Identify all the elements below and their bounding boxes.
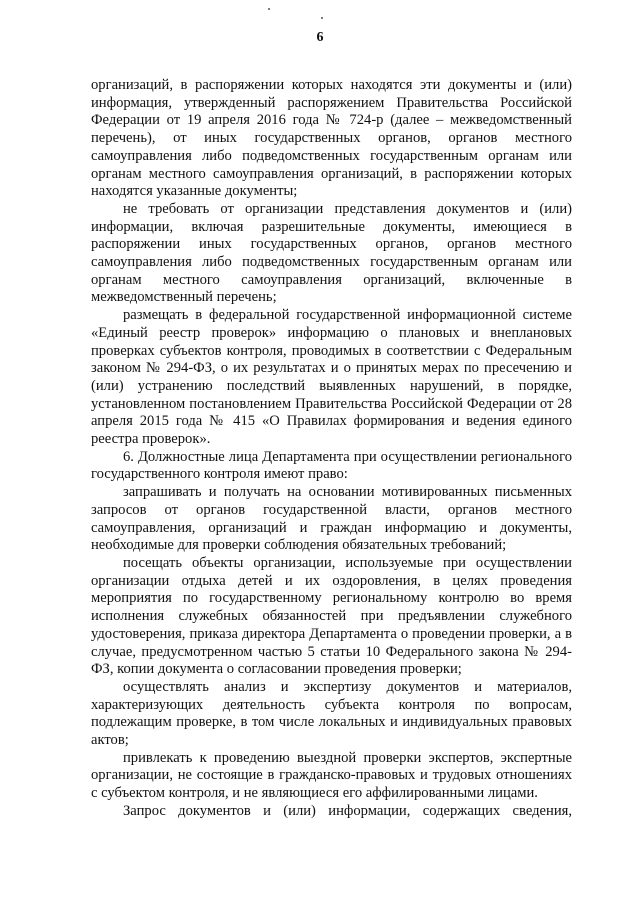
document-body bbox=[91, 77, 572, 821]
paragraph-visit: посещать объекты организации, используемые при осуществлении организации отдыха детей и их оздоровления, в целях проведения мероприятия по государственному региональному контролю во время исполнения служебных обязанностей при предъявлении служебного удостоверения, приказа директора Департамента о проведении проверки, а в случае, предусмотренном частью 5 статьи 10 Федерального закона № 294-ФЗ, копии документа о согласовании проведения проверки; bbox=[91, 554, 572, 678]
paragraph-request: запрашивать и получать на основании мотивированных письменных запросов от органов государственной власти, органов местного самоуправления, организаций и граждан информацию и документы, необходимые для проверки соблюдения обязательных требований; bbox=[91, 484, 572, 554]
paragraph-continuation: организаций, в распоряжении которых находятся эти документы и (или) информация, утвержденный распоряжением Правительства Российской Федерации от 19 апреля 2016 года № 724-р (далее – межведомственный перечень), от иных государственных органов, органов местного самоуправления либо подведомственных государственным органам или органам местного самоуправления организаций, в распоряжении которых находятся указанные документы; bbox=[91, 77, 572, 200]
paragraph-experts: привлекать к проведению выездной проверки экспертов, экспертные организации, не состоящие в гражданско-правовых и трудовых отношениях с субъектом контроля, и не являющиеся его аффилированными лицами. bbox=[91, 749, 572, 802]
paragraph-analysis: осуществлять анализ и экспертизу документов и материалов, характеризующих деятельность субъекта контроля по вопросам, подлежащим проверке, в том числе локальных и индивидуальных правовых актов; bbox=[91, 678, 572, 749]
paragraph-item-6: 6. Должностные лица Департамента при осуществлении регионального государственного контроля имеют право: bbox=[91, 448, 572, 483]
paragraph-no-require: не требовать от организации представления документов и (или) информации, включая разрешительные документы, имеющиеся в распоряжении иных государственных органов, органов местного самоуправления либо подведомственных государственным органам или органам местного самоуправления организаций, включенные в межведомственный перечень; bbox=[91, 200, 572, 306]
page-number: 6 bbox=[316, 30, 324, 45]
scan-speck bbox=[268, 8, 270, 10]
paragraph-request-docs: Запрос документов и (или) информации, содержащих сведения, bbox=[123, 802, 572, 819]
scan-speck bbox=[321, 17, 323, 19]
paragraph-register: размещать в федеральной государственной информационной системе «Единый реестр проверок» информацию о плановых и внеплановых проверках субъектов контроля, проводимых в соответствии с Федеральным законом № 294-ФЗ, о их результатах и о принятых мерах по пресечению и (или) устранению последствий выявленных нарушений, в порядке, установленном постановлением Правительства Российской Федерации от 28 апреля 2015 года № 415 «О Правилах формирования и ведения единого реестра проверок». bbox=[91, 307, 572, 448]
